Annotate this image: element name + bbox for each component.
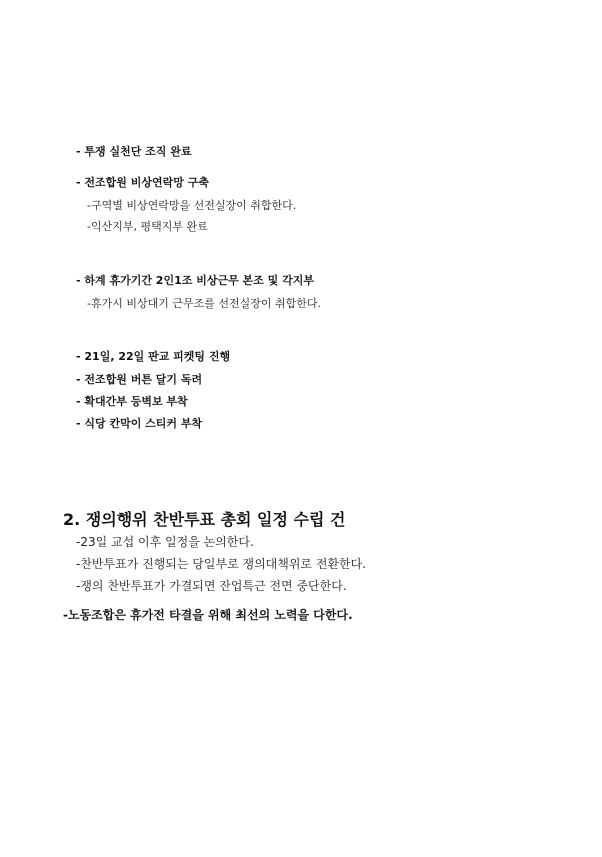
section-2-line1: -23일 교섭 이후 일정을 논의한다. bbox=[76, 535, 254, 549]
item-sticker: - 식당 칸막이 스티커 부착 bbox=[76, 417, 203, 430]
section-2-line2: -찬반투표가 진행되는 당일부로 쟁의대책위로 전환한다. bbox=[76, 557, 367, 571]
item-summer-duty-sub1: -휴가시 비상대기 근무조를 선전실장이 취합한다. bbox=[87, 297, 321, 310]
item-emergency-contact: - 전조합원 비상연락망 구축 bbox=[76, 176, 209, 189]
item-emergency-contact-sub1: -구역별 비상연락망을 선전실장이 취합한다. bbox=[87, 199, 297, 212]
item-button-campaign: - 전조합원 버튼 달기 독려 bbox=[76, 373, 203, 386]
closing-statement: -노동조합은 휴가전 타결을 위해 최선의 노력을 다한다. bbox=[63, 608, 353, 622]
item-picketing: - 21일, 22일 판교 피켓팅 진행 bbox=[76, 350, 231, 363]
item-summer-duty: - 하계 휴가기간 2인1조 비상근무 본조 및 각지부 bbox=[76, 274, 314, 287]
item-emergency-contact-sub2: -익산지부, 평택지부 완료 bbox=[87, 220, 208, 233]
item-poster: - 확대간부 등벽보 부착 bbox=[76, 395, 188, 408]
item-strike-team: - 투쟁 실천단 조직 완료 bbox=[76, 145, 192, 158]
section-2-line3: -쟁의 찬반투표가 가결되면 잔업특근 전면 중단한다. bbox=[76, 579, 347, 593]
section-2-heading: 2. 쟁의행위 찬반투표 총회 일정 수립 건 bbox=[63, 510, 346, 529]
